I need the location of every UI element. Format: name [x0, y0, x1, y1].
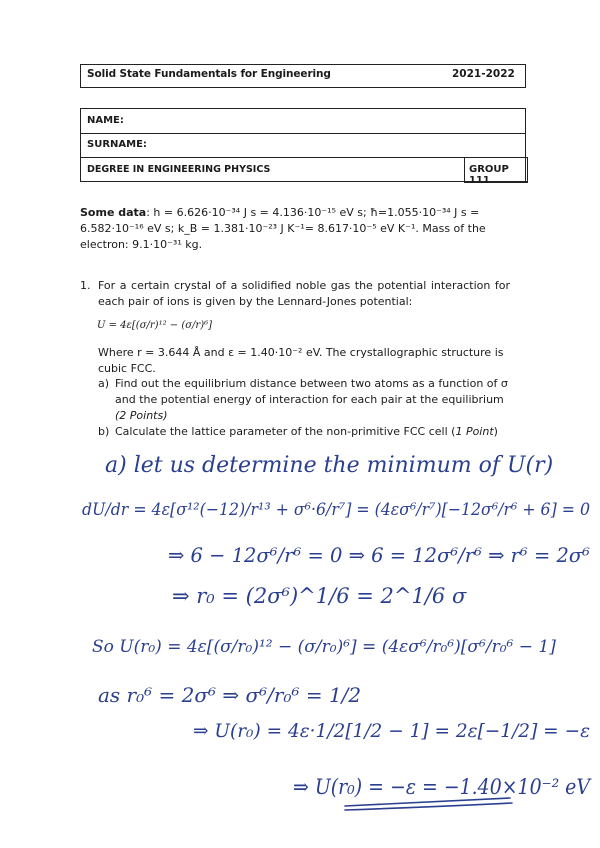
- hand-line-8: ⇒ U(r₀) = −ε = −1.40×10⁻² eV: [293, 775, 592, 799]
- name-label: NAME:: [87, 115, 124, 126]
- hand-line-1: a) let us determine the minimum of U(r): [105, 453, 554, 478]
- group-label: GROUP 111: [469, 164, 509, 186]
- part-a-text: Find out the equilibrium distance between two atoms as a function of σ and the potential energy of interaction for each pair at the equilibrium: [115, 377, 508, 406]
- part-b-label: b): [98, 425, 110, 438]
- constants-paragraph: [80, 205, 500, 253]
- formula-text: U = 4ε[(σ/r)¹² − (σ/r)⁶]: [97, 320, 213, 331]
- params-line-2: cubic FCC.: [98, 362, 156, 375]
- surname-label: SURNAME:: [87, 139, 147, 150]
- hand-line-3: ⇒ 6 − 12σ⁶/r⁶ = 0 ⇒ 6 = 12σ⁶/r⁶ ⇒ r⁶ = 2σ⁶: [168, 543, 590, 567]
- params-line-1: Where r = 3.644 Å and ε = 1.40·10⁻² eV. The crystallographic structure is: [98, 346, 504, 359]
- some-data-label: Some data: [80, 206, 147, 219]
- hand-line-4: ⇒ r₀ = (2σ⁶)^1/6 = 2^1/6 σ: [172, 584, 467, 608]
- lennard-jones-formula: [97, 313, 212, 332]
- part-a-points: (2 Points): [115, 409, 168, 422]
- constants-line-2: 6.582·10⁻¹⁶ eV s; k_B = 1.381·10⁻²³ J K⁻¹= 8.617·10⁻⁵ eV K⁻¹. Mass of the: [80, 222, 486, 235]
- part-b-text: Calculate the lattice parameter of the non-primitive FCC cell (: [115, 425, 456, 438]
- part-a-label: a): [98, 377, 110, 390]
- identity-box: [80, 108, 526, 186]
- academic-year: 2021-2022: [452, 68, 515, 80]
- group-cell: [464, 157, 528, 186]
- name-row: [81, 109, 525, 134]
- surname-row: [81, 133, 525, 158]
- subquestion-b: [98, 424, 513, 440]
- course-title: Solid State Fundamentals for Engineering: [87, 68, 331, 80]
- constants-line-1: : h = 6.626·10⁻³⁴ J s = 4.136·10⁻¹⁵ eV s; ħ=1.055·10⁻³⁴ J s =: [146, 206, 480, 219]
- part-b-points: 1 Point: [455, 425, 494, 438]
- subquestion-a: [98, 376, 513, 424]
- question-1: [80, 278, 510, 310]
- part-b-close: ): [493, 425, 498, 438]
- hand-line-6: as r₀⁶ = 2σ⁶ ⇒ σ⁶/r₀⁶ = 1/2: [98, 683, 362, 707]
- parameters-paragraph: [98, 345, 510, 377]
- hand-line-7: ⇒ U(r₀) = 4ε·1/2[1/2 − 1] = 2ε[−1/2] = −ε: [193, 720, 590, 742]
- constants-line-3: electron: 9.1·10⁻³¹ kg.: [80, 238, 203, 251]
- handwritten-solution: [0, 440, 600, 848]
- hand-line-5: So U(r₀) = 4ε[(σ/r₀)¹² − (σ/r₀)⁶] = (4εσ⁶/r₀⁶)[σ⁶/r₀⁶ − 1]: [92, 637, 556, 657]
- degree-label: DEGREE IN ENGINEERING PHYSICS: [87, 164, 271, 175]
- hand-line-2: dU/dr = 4ε[σ¹²(−12)/r¹³ + σ⁶·6/r⁷] = (4εσ⁶/r⁷)[−12σ⁶/r⁶ + 6] = 0: [82, 500, 591, 520]
- question-intro: For a certain crystal of a solidified noble gas the potential interaction for each pair of ions is given by the Lennard-Jones potential:: [98, 279, 510, 308]
- question-number: 1.: [80, 279, 91, 292]
